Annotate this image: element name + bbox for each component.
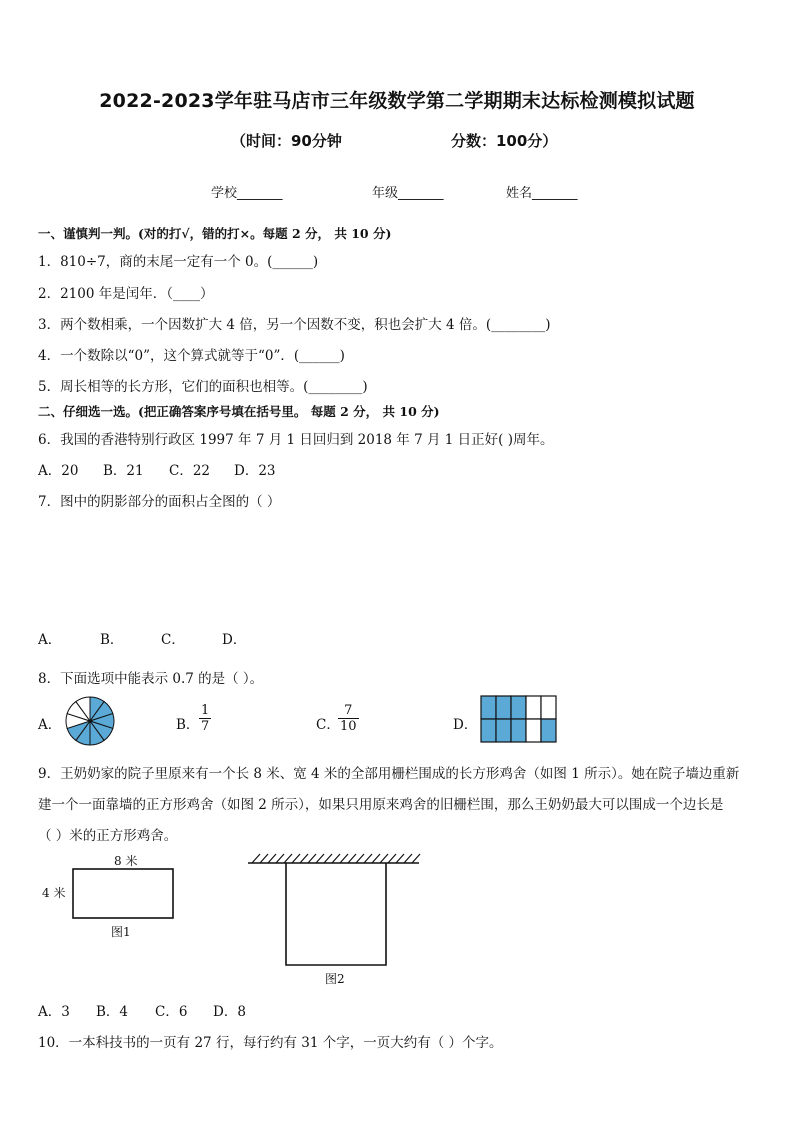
fig1-caption: 图1 [111,925,131,939]
question-2: 2．2100 年是闰年．（____） [38,286,214,302]
q6-option-c: C．22 [169,463,211,479]
question-8: 8．下面选项中能表示 0.7 的是（ ）。 [38,671,264,687]
question-9-line2: 建一个一面靠墙的正方形鸡舍（如图 2 所示），如果只用原来鸡舍的旧栅栏围，那么王奶奶最大可以围成一个边长是 [38,797,724,813]
q8-grid-figure [480,695,558,743]
hatch-stroke [396,854,404,863]
question-3: 3．两个数相乘，一个因数扩大 4 倍，另一个因数不变，积也会扩大 4 倍。(________) [38,317,551,333]
hatch-stroke [308,854,316,863]
hatch-stroke [412,854,420,863]
q8-fraction-c-denominator: 10 [340,719,357,734]
grid-cell [541,719,556,742]
grid-cell [511,696,526,719]
hatch-stroke [348,854,356,863]
wall-hatching [252,854,420,863]
fig2-caption: 图2 [325,972,345,986]
question-10: 10．一本科技书的一页有 27 行，每行约有 31 个字，一页大约有（ ）个字。 [38,1035,503,1051]
hatch-stroke [316,854,324,863]
fig1-width-label: 4 米 [42,886,66,900]
grid-cell [511,719,526,742]
q6-option-a: A．20 [38,463,79,479]
exam-time: （时间：90分钟 [231,132,342,150]
q9-option-a: A．3 [38,1004,70,1020]
question-5: 5．周长相等的长方形，它们的面积也相等。(________) [38,379,368,395]
question-9-line3: （ ）米的正方形鸡舍。 [38,828,178,844]
question-4: 4．一个数除以“0”，这个算式就等于“0”．(______) [38,348,345,364]
grid-cell [526,696,541,719]
hatch-stroke [380,854,388,863]
grade-field: 年级_______ [372,186,444,201]
grid-cell [481,719,496,742]
q7-option-c: C． [161,632,185,648]
name-field: 姓名_______ [506,186,578,201]
exam-title: 2022-2023学年驻马店市三年级数学第二学期期末达标检测模拟试题 [99,90,695,112]
question-9-line1: 9．王奶奶家的院子里原来有一个长 8 米、宽 4 米的全部用栅栏围成的长方形鸡舍（如图 1 所示）。她在院子墙边重新 [38,766,740,782]
school-field: 学校_______ [211,186,283,201]
grid-cell [496,696,511,719]
fig2-wall-square [246,852,422,968]
grid-cell [481,696,496,719]
q8-option-a: A． [38,717,62,733]
q9-option-b: B．4 [96,1004,129,1020]
q8-pie-figure [64,695,116,747]
question-7: 7．图中的阴影部分的面积占全图的（ ） [38,494,281,510]
q8-option-d: D． [453,717,478,733]
grid-cell [496,719,511,742]
hatch-stroke [252,854,260,863]
square-fence [286,863,386,965]
q8-option-b: B． [176,717,200,733]
hatch-stroke [332,854,340,863]
grid-cell [526,719,541,742]
q8-fraction-b-denominator: 7 [201,719,210,734]
section2-heading: 二、仔细选一选。(把正确答案序号填在括号里。 每题 2 分， 共 10 分) [38,404,440,419]
q8-fraction-b-numerator: 1 [201,703,210,718]
hatch-stroke [404,854,412,863]
hatch-stroke [356,854,364,863]
question-1: 1．810÷7，商的末尾一定有一个 0。(______) [38,254,319,270]
hatch-stroke [268,854,276,863]
q7-option-b: B． [100,632,124,648]
q7-option-a: A． [38,632,62,648]
hatch-stroke [372,854,380,863]
q9-option-d: D．8 [213,1004,246,1020]
hatch-stroke [276,854,284,863]
hatch-stroke [324,854,332,863]
hatch-stroke [284,854,292,863]
q6-option-d: D．23 [234,463,276,479]
section1-heading: 一、谨慎判一判。(对的打√，错的打×。每题 2 分， 共 10 分) [38,226,392,241]
fig1-rectangle [72,868,175,920]
q8-fraction-c [338,703,359,734]
q8-option-c: C． [316,717,340,733]
q9-option-c: C．6 [155,1004,188,1020]
q7-option-d: D． [222,632,247,648]
question-6: 6．我国的香港特别行政区 1997 年 7 月 1 日回归到 2018 年 7 月 1 日正好( )周年。 [38,432,554,448]
hatch-stroke [260,854,268,863]
q8-fraction-b [199,703,211,734]
hatch-stroke [292,854,300,863]
exam-score: 分数：100分） [451,132,558,150]
q6-option-b: B．21 [103,463,144,479]
hatch-stroke [388,854,396,863]
grid-cell [541,696,556,719]
hatch-stroke [300,854,308,863]
hatch-stroke [340,854,348,863]
q8-fraction-c-numerator: 7 [338,703,359,719]
hatch-stroke [364,854,372,863]
fig1-length-label: 8 米 [114,854,138,868]
